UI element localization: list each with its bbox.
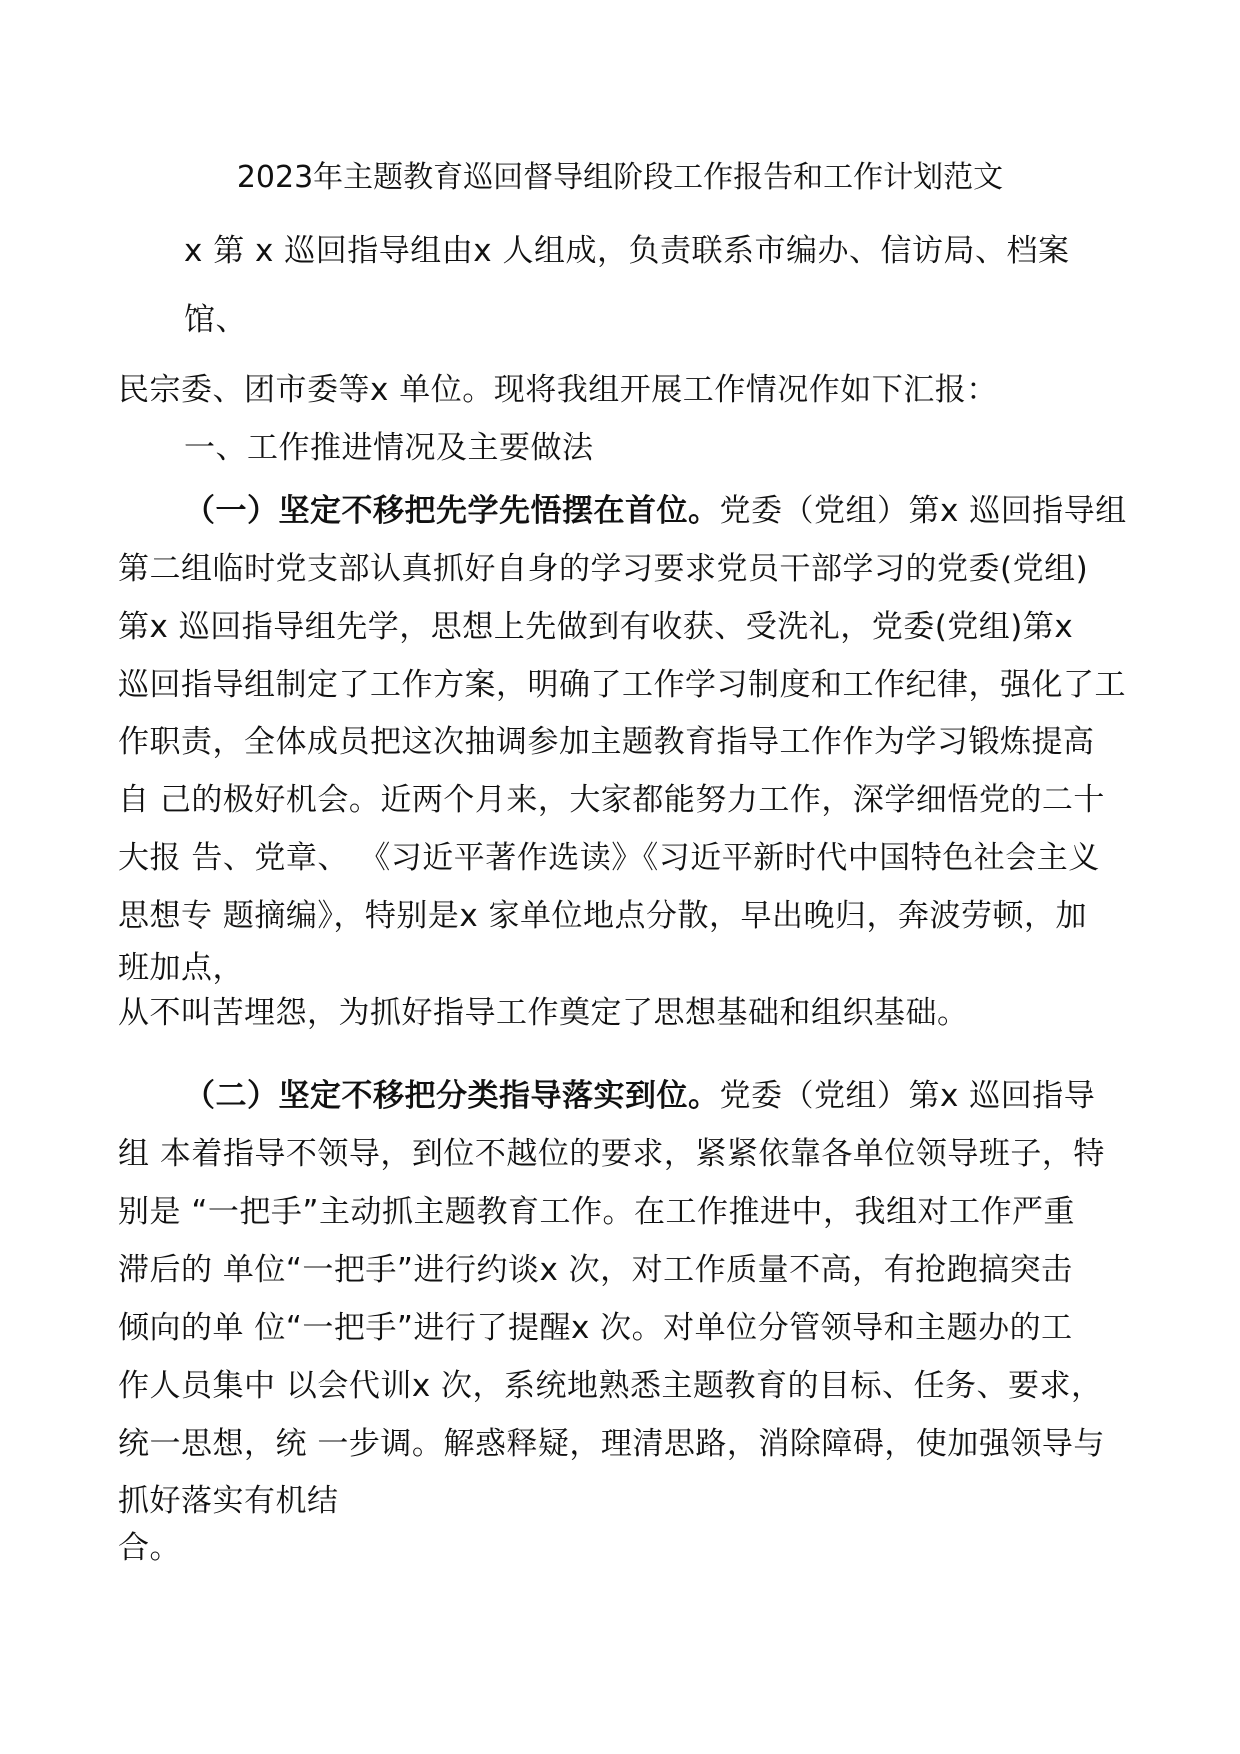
intro-line-1: x 第 x 巡回指导组由x 人组成，负责联系市编办、信访局、档案	[184, 233, 1070, 269]
p2-line-1	[184, 1076, 1095, 1116]
p1-line-3: 第x 巡回指导组先学，思想上先做到有收获、受洗礼，党委(党组)第x	[118, 609, 1074, 645]
p2-line-4: 滞后的 单位“一把手”进行约谈x 次，对工作质量不高，有抢跑搞突击	[118, 1252, 1073, 1288]
p1-line-10: 从不叫苦埋怨，为抓好指导工作奠定了思想基础和组织基础。	[118, 995, 969, 1031]
p2-line-1-rest: 党委（党组）第x 巡回指导	[719, 1078, 1096, 1114]
p2-line-3: 别是 “一把手”主动抓主题教育工作。在工作推进中，我组对工作严重	[118, 1194, 1075, 1230]
p1-line-9: 班加点，	[118, 950, 244, 986]
intro-line-3: 民宗委、团市委等x 单位。现将我组开展工作情况作如下汇报：	[118, 372, 998, 408]
intro-line-2: 馆、	[184, 302, 247, 338]
p2-line-6: 作人员集中 以会代训x 次，系统地熟悉主题教育的目标、任务、要求，	[118, 1368, 1103, 1404]
p1-line-1-rest: 党委（党组）第x 巡回指导组	[719, 493, 1127, 529]
p2-line-7: 统一思想，统 一步调。解惑释疑，理清思路，消除障碍，使加强领导与	[118, 1426, 1105, 1462]
p2-line-8: 抓好落实有机结	[118, 1483, 339, 1519]
p1-line-2: 第二组临时党支部认真抓好自身的学习要求党员干部学习的党委(党组)	[118, 551, 1089, 587]
p2-line-5: 倾向的单 位“一把手”进行了提醒x 次。对单位分管领导和主题办的工	[118, 1310, 1073, 1346]
p2-line-2: 组 本着指导不领导，到位不越位的要求，紧紧依靠各单位领导班子，特	[118, 1136, 1105, 1172]
p1-line-5: 作职责，全体成员把这次抽调参加主题教育指导工作作为学习锻炼提高	[118, 724, 1095, 760]
p1-line-4: 巡回指导组制定了工作方案，明确了工作学习制度和工作纪律，强化了工	[118, 667, 1126, 703]
p2-heading: （二）坚定不移把分类指导落实到位。	[184, 1078, 720, 1114]
p1-line-6: 自 己的极好机会。近两个月来，大家都能努力工作，深学细悟党的二十	[118, 782, 1105, 818]
p1-line-1	[184, 491, 1127, 531]
p1-line-7: 大报 告、党章、 《习近平著作选读》《习近平新时代中国特色社会主义	[118, 840, 1100, 876]
p1-heading: （一）坚定不移把先学先悟摆在首位。	[184, 493, 720, 529]
p1-line-8: 思想专 题摘编》，特别是x 家单位地点分散，早出晚归，奔波劳顿，加	[118, 898, 1088, 934]
p2-line-9: 合。	[118, 1530, 181, 1566]
section-1-heading: 一、工作推进情况及主要做法	[184, 430, 594, 466]
document-title: 2023年主题教育巡回督导组阶段工作报告和工作计划范文	[236, 160, 1004, 195]
